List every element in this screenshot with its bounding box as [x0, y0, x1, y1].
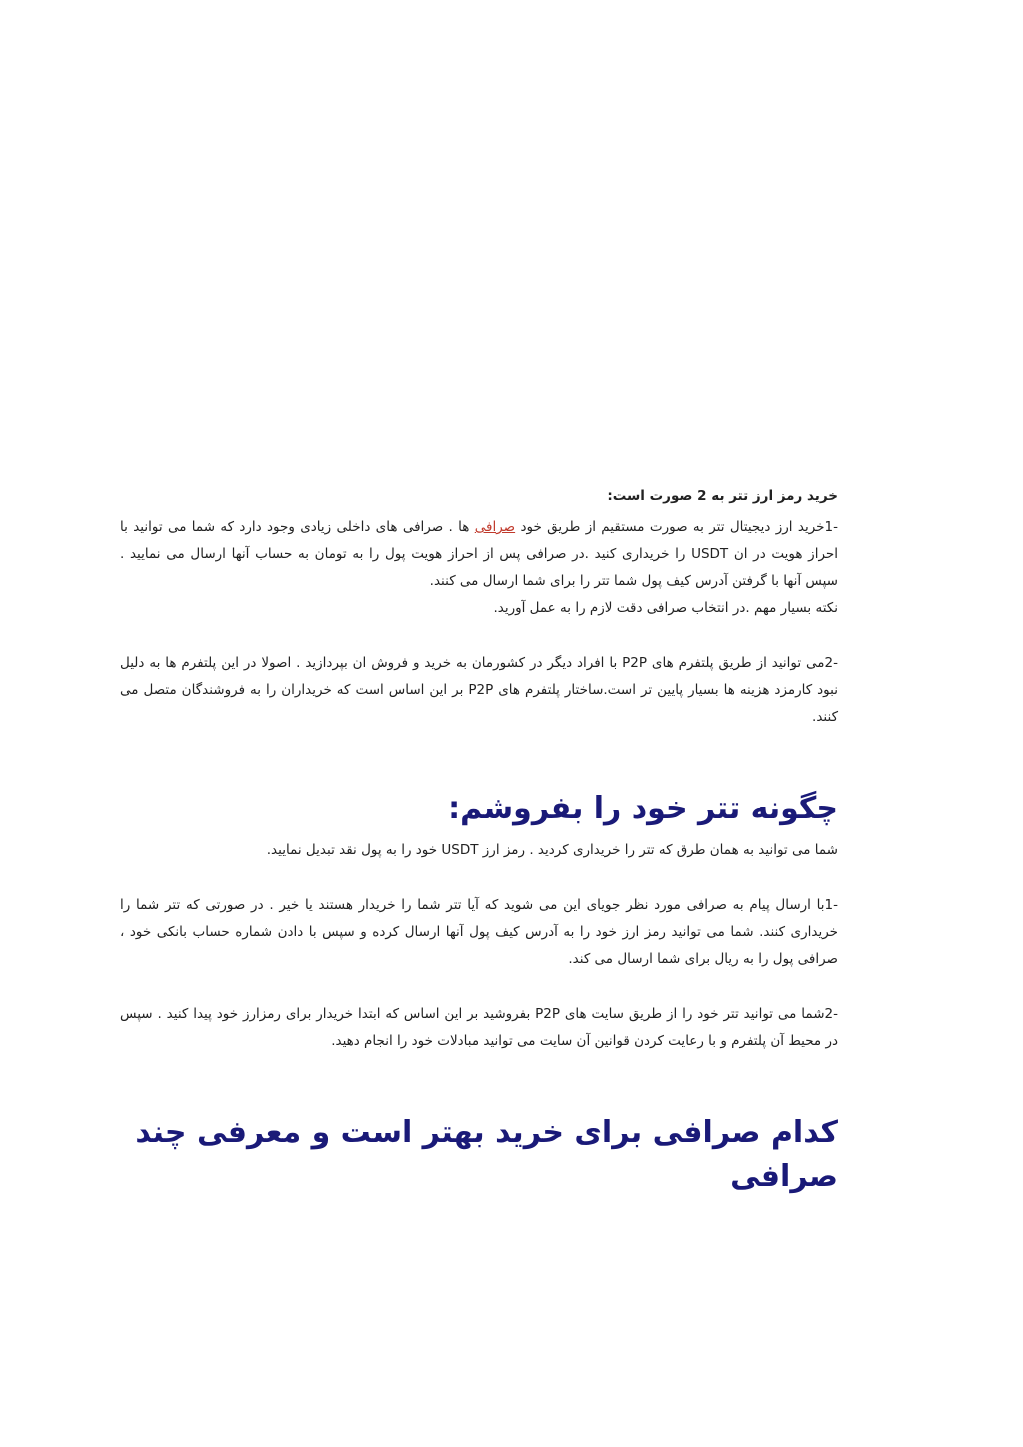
document-body: [120, 486, 838, 1205]
important-note: نکته بسیار مهم .در انتخاب صرافی دقت لازم را به عمل آورید.: [493, 600, 838, 616]
sell-tether-heading: چگونه تتر خود را بفروشم:: [448, 791, 838, 826]
best-exchange-heading: کدام صرافی برای خرید بهتر است و معرفی چند صرافی: [135, 1115, 838, 1194]
buy-methods-heading: خرید رمز ارز تتر به 2 صورت است:: [607, 488, 838, 504]
sell-method-2-paragraph: -2شما می توانید تتر خود را از طریق سایت های P2P بفروشید بر این اساس که ابتدا خریدار برای رمزارز خود پیدا کنید . سپس در محیط آن پلتفرم و با رعایت کردن قوانین آن سایت می توانید مبادلات خود را انجام دهید.: [120, 1006, 839, 1049]
sell-method-1-paragraph: -1با ارسال پیام به صرافی مورد نظر جویای این می شوید که آیا تتر شما را خریدار هستند یا خیر . در صورتی که تتر شما را خریداری کنند. شما می توانید رمز ارز خود را به آدرس کیف پول آنها ارسال کرده و سپس با دادن شماره حساب بانکی خود ، صرافی پول را به ریال برای شما ارسال می کند.: [120, 897, 838, 967]
buy-method-2-paragraph: -2می توانید از طریق پلتفرم های P2P با افراد دیگر در کشورمان به خرید و فروش ان بپردازید . اصولا در این پلتفرم ها به دلیل نبود کارمزد هزینه ها بسیار پایین تر است.ساختار پلتفرم های P2P بر این اساس است که خریداران را به فروشندگان متصل می کنند.: [120, 655, 838, 725]
exchange-link[interactable]: صرافی: [474, 519, 516, 535]
buy-method-1-text-start: -1خرید ارز دیجیتال تتر به صورت مستقیم از طریق خود: [515, 519, 838, 535]
buy-method-1-text-end: ها . صرافی های داخلی زیادی وجود دارد که شما می توانید با احراز هویت در ان USDT را خریداری کنید .در صرافی پس از احراز هویت پول را به تومان به حساب آنها ارسال می نمایید . سپس آنها با گرفتن آدرس کیف پول شما تتر را برای شما ارسال می کنند.: [120, 519, 838, 589]
sell-intro-paragraph: شما می توانید به همان طرق که تتر را خریداری کردید . رمز ارز USDT خود را به پول نقد تبدیل نمایید.: [266, 842, 838, 858]
buy-method-1-paragraph: [120, 514, 838, 595]
